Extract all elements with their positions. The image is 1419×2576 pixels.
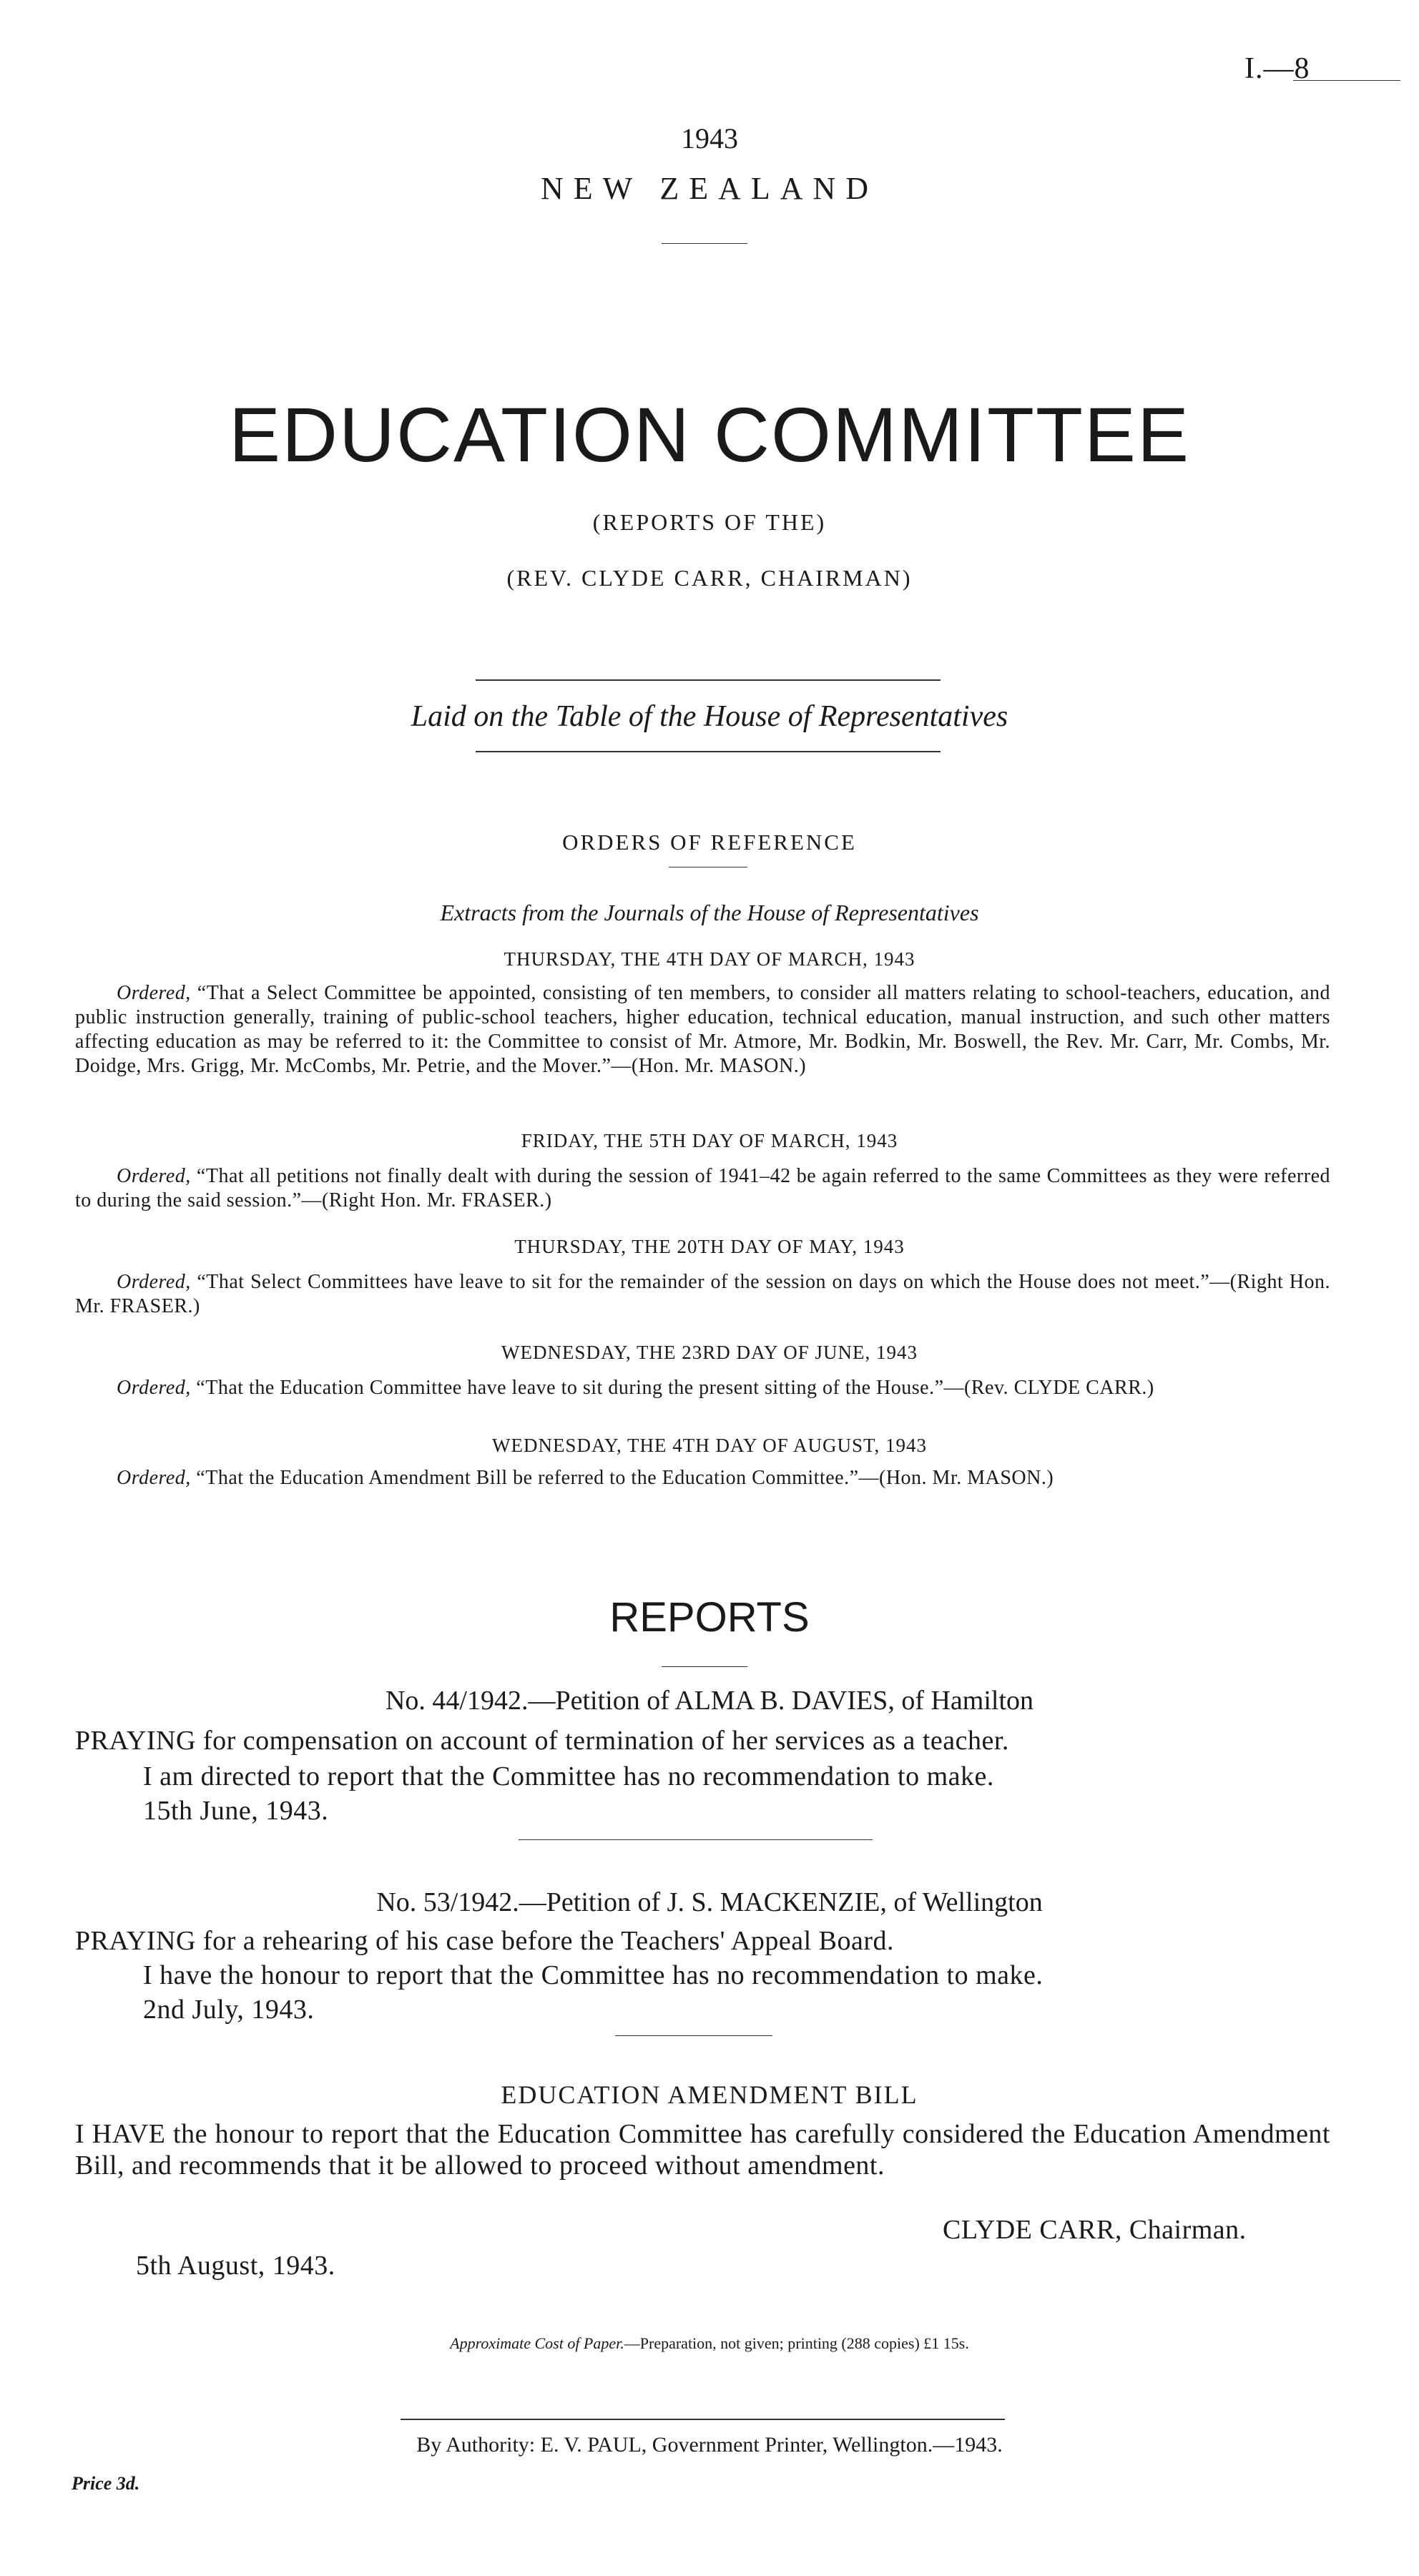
divider <box>662 243 747 244</box>
order-text: Ordered, “That the Education Amendment Bill be referred to the Education Committee.”—(Hon. Mr. MASON.) <box>117 1467 1054 1489</box>
document-title: EDUCATION COMMITTEE <box>229 391 1190 478</box>
divider <box>519 1839 873 1840</box>
order-date: THURSDAY, THE 20TH DAY OF MAY, 1943 <box>514 1236 905 1257</box>
chairman-signature: CLYDE CARR, Chairman. <box>943 2215 1247 2245</box>
petition-report: I am directed to report that the Committee has no recommendation to make. <box>143 1761 994 1791</box>
extracts-heading: Extracts from the Journals of the House of Representatives <box>440 900 979 925</box>
petition-date: 2nd July, 1943. <box>143 1995 315 2025</box>
petition-title: No. 44/1942.—Petition of ALMA B. DAVIES, of Hamilton <box>385 1686 1034 1716</box>
order-text: Ordered, “That a Select Committee be appointed, consisting of ten members, to consider all matters relating to school-teachers, education, and public instruction generally, training of public-school teachers, higher education, technical education, manual instruction, and such other matters affecting education as may be referred to it: the Committee to consist of Mr. Atmore, Mr. Bodkin, Mr. Boswell, the Rev. Mr. Carr, Mr. Combs, Mr. Doidge, Mrs. Grigg, Mr. McCombs, Mr. Petrie, and the Mover.”—(Hon. Mr. MASON.) <box>75 982 1330 1077</box>
divider <box>476 751 941 752</box>
laid-on-table: Laid on the Table of the House of Representatives <box>411 700 1008 733</box>
petition-report: I have the honour to report that the Committee has no recommendation to make. <box>143 1960 1044 1990</box>
bill-heading: EDUCATION AMENDMENT BILL <box>501 2080 918 2109</box>
order-date: THURSDAY, THE 4TH DAY OF MARCH, 1943 <box>504 948 915 970</box>
page-reference: I.—8 <box>1244 52 1310 85</box>
petition-praying: PRAYING for a rehearing of his case before the Teachers' Appeal Board. <box>75 1926 895 1956</box>
order-date: FRIDAY, THE 5TH DAY OF MARCH, 1943 <box>521 1130 898 1151</box>
divider <box>615 2035 772 2036</box>
page-reference-underline <box>1293 80 1400 81</box>
divider <box>401 2419 1005 2420</box>
order-text: Ordered, “That the Education Committee have leave to sit during the present sitting of the House.”—(Rev. CLYDE CARR.) <box>117 1377 1154 1399</box>
document-subtitle: (REPORTS OF THE) <box>592 509 827 535</box>
cost-of-paper: Approximate Cost of Paper.—Preparation, not given; printing (288 copies) £1 15s. <box>450 2334 969 2352</box>
divider <box>662 1666 747 1667</box>
price: Price 3d. <box>72 2473 140 2494</box>
order-date: WEDNESDAY, THE 4TH DAY OF AUGUST, 1943 <box>491 1435 928 1456</box>
country: NEW ZEALAND <box>540 171 879 206</box>
order-text: Ordered, “That all petitions not finally dealt with during the session of 1941–42 be again referred to the same Committees as they were referred to during the said session.”—(Right Hon. Mr. FRASER.) <box>75 1165 1330 1211</box>
petition-title: No. 53/1942.—Petition of J. S. MACKENZIE, of Wellington <box>376 1887 1043 1917</box>
order-date: WEDNESDAY, THE 23RD DAY OF JUNE, 1943 <box>501 1342 918 1363</box>
printer-authority: By Authority: E. V. PAUL, Government Printer, Wellington.—1943. <box>416 2433 1003 2457</box>
orders-heading: ORDERS OF REFERENCE <box>562 830 857 855</box>
divider <box>476 679 941 681</box>
order-text: Ordered, “That Select Committees have leave to sit for the remainder of the session on days on which the House does not meet.”—(Right Hon. Mr. FRASER.) <box>75 1271 1330 1317</box>
petition-date: 15th June, 1943. <box>143 1796 329 1826</box>
petition-praying: PRAYING for compensation on account of termination of her services as a teacher. <box>75 1726 1009 1756</box>
chairman-line: (REV. CLYDE CARR, CHAIRMAN) <box>506 565 913 591</box>
year: 1943 <box>681 122 738 154</box>
bill-report-text: I HAVE the honour to report that the Education Committee has carefully considered the Education Amendment Bill, and recommends that it be allowed to proceed without amendment. <box>75 2119 1330 2181</box>
reports-heading: REPORTS <box>609 1594 810 1641</box>
report-date: 5th August, 1943. <box>136 2251 335 2281</box>
